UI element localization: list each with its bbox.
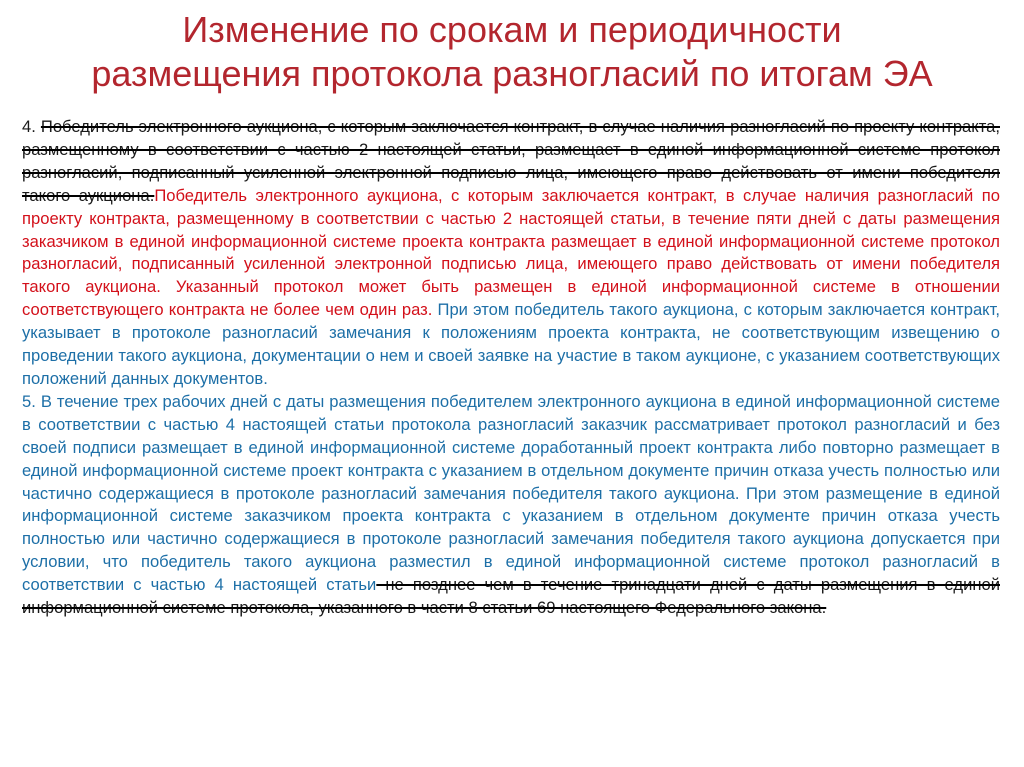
paragraph-4-number: 4. [22,117,41,136]
paragraph-5 [22,391,1000,620]
paragraph-5-deleted-text: не позднее чем в течение тринадцати дней с даты размещения в единой информационной системе протокола, указанного в части 8 статьи 69 настоящего Федерального закона. [22,575,1000,618]
paragraph-5-number: 5. [22,391,41,411]
slide-title-line-2: размещения протокола разногласий по итогам ЭА [91,53,933,94]
slide-body [22,116,1000,620]
paragraph-4 [22,116,1000,391]
slide-title [0,8,1024,96]
paragraph-5-kept-text: В течение трех рабочих дней с даты размещения победителем электронного аукциона в единой информационной системе в соответствии с частью 4 настоящей статьи протокола разногласий заказчик рассматривает протокол разногласий и без своей подписи размещает в единой информационной системе доработанный проект контракта либо повторно размещает в единой информационной системе проект контракта с указанием в отдельном документе причин отказа учесть полностью или частично содержащиеся в протоколе разногласий замечания победителя такого аукциона. При этом размещение в единой информационной системе заказчиком проекта контракта с указанием в отдельном документе причин отказа учесть полностью или частично содержащиеся в протоколе разногласий замечания победителя такого аукциона допускается при условии, что победитель такого аукциона разместил в единой информационной системе протокол разногласий в соответствии с частью 4 настоящей статьи [22,391,1001,595]
paragraph-4-new-text: Победитель электронного аукциона, с которым заключается контракт, в случае наличия разногласий по проекту контракта, размещенному в соответствии с частью 2 настоящей статьи, в течение пяти дней с даты размещения заказчиком в единой информационной системе проекта контракта размещает в единой информационной системе протокол разногласий, подписанный усиленной электронной подписью лица, имеющего право действовать от имени победителя такого аукциона. Указанный протокол может быть размещен в единой информационной системе в отношении соответствующего контракта не более чем один раз. [22,185,1000,320]
paragraph-4-deleted-text: Победитель электронного аукциона, с которым заключается контракт, в случае наличия разногласий по проекту контракта, размещенному в соответствии с частью 2 настоящей статьи, размещает в единой информационной системе протокол разногласий, подписанный усиленной электронной подписью лица, имеющего право действовать от имени победителя такого аукциона. [22,117,1000,205]
paragraph-4-kept-text: При этом победитель такого аукциона, с которым заключается контракт, указывает в протоколе разногласий замечания к положениям проекта контракта, не соответствующим извещению о проведении такого аукциона, документации о нем и своей заявке на участие в таком аукционе, с указанием соответствующих положений данных документов. [22,300,1000,388]
slide-title-line-1: Изменение по срокам и периодичности [182,9,842,50]
